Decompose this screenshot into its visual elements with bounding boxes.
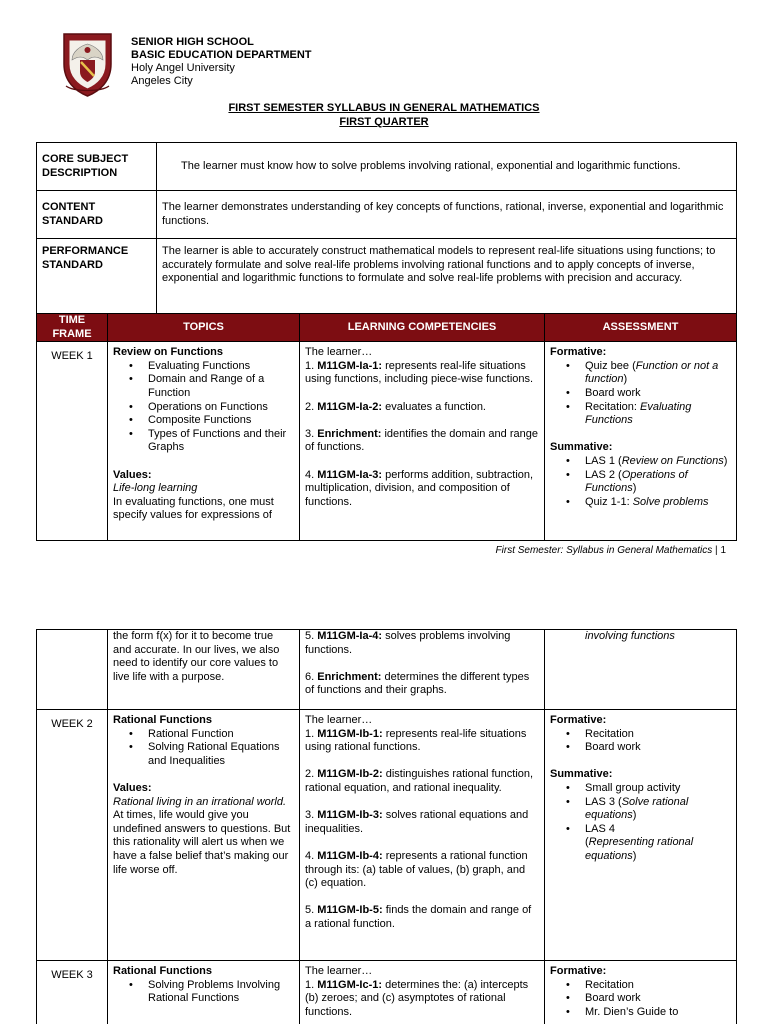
header-line-1: SENIOR HIGH SCHOOL [131,36,254,48]
summative-label: Summative: [550,768,613,781]
content-standard-row [37,191,737,239]
week-2-competencies [300,710,545,961]
summative-list [566,455,731,509]
competency-item: 1. M11GM-Ic-1: determines the: (a) intercepts (b) zeroes; and (c) asymptotes of rational functions. [305,978,529,1018]
syllabus-title: FIRST SEMESTER SYLLABUS IN GENERAL MATHEMATICS [228,102,540,114]
performance-standard-label: PERFORMANCE STANDARD [37,239,157,314]
week-1-assessment [545,342,737,541]
competencies-header: LEARNING COMPETENCIES [300,314,545,342]
competency-item: 1. M11GM-Ia-1: represents real-life situations using functions, including piece-wise functions. [305,359,534,386]
week-1-cont-values: the form f(x) for it to become true and accurate. In our lives, we also need to identify our core values to live life with a purpose. [108,630,300,710]
page-two [0,620,768,1024]
competency-item: 5. M11GM-Ia-4: solves problems involving functions. [305,630,511,656]
week-2-row [37,710,737,961]
topic-list [129,728,294,769]
university-seal-logo [60,26,115,98]
week-3-competencies [300,961,545,1024]
week-3-label: WEEK 3 [37,961,108,1024]
page-footer: First Semester: Syllabus in General Mathematics | 1 [495,545,726,556]
list-item: • Rational Function [129,728,294,742]
list-item: • Quiz 1-1: Solve problems [566,496,731,510]
list-item: • LAS 3 (Solve rational equations) [566,796,731,823]
formative-list [566,979,731,1020]
competency-item: 5. M11GM-Ib-5: finds the domain and range of a rational function. [305,904,532,930]
header-row [37,314,737,342]
list-item: • Small group activity [566,782,731,796]
formative-list [566,360,731,428]
formative-label: Formative: [550,965,607,977]
header-line-2: BASIC EDUCATION DEPARTMENT [131,49,312,61]
syllabus-table [36,313,737,541]
week-1-cont-competencies [300,630,545,710]
week-1-cont-assessment: involving functions [545,630,737,710]
list-item: • Mr. Dien’s Guide to [566,1006,731,1020]
learner-intro: The learner… [305,714,373,726]
competency-item: 3. M11GM-Ib-3: solves rational equations and inequalities. [305,809,529,835]
competency-item: 2. M11GM-Ia-2: evaluates a function. [305,400,486,413]
content-standard-text: The learner demonstrates understanding of key concepts of functions, rational, inverse, exponential and logarithmic functions. [157,191,737,239]
topic-list [129,360,294,455]
week-3-row [37,961,737,1024]
topic-title: Review on Functions [113,346,224,359]
school-header [131,36,311,88]
page-gap [0,575,768,620]
list-item: • Recitation [566,979,731,993]
values-text: Rational living in an irrational world. At times, life would give you undefined answers to questions. But this rationality will alert us when we have a false belief that’s making our life worse off. [113,795,291,876]
competency-item: 1. M11GM-Ib-1: represents real-life situations using rational functions. [305,727,527,754]
week-3-topics [108,961,300,1024]
list-item: • Recitation: Evaluating Functions [566,401,731,428]
quarter-title: FIRST QUARTER [339,116,429,128]
competency-item: 3. Enrichment: identifies the domain and range of functions. [305,427,538,454]
summative-list [566,782,731,864]
week-1-topics [108,342,300,541]
list-item: • Solving Rational Equations and Inequalities [129,741,294,768]
week-3-assessment [545,961,737,1024]
week-2-assessment [545,710,737,961]
core-subject-row [37,143,737,191]
time-frame-header: TIME FRAME [37,314,108,342]
list-item: • Board work [566,387,731,401]
list-item: • Operations on Functions [129,401,294,415]
list-item: • LAS 4 (Representing rational equations) [566,823,731,864]
assessment-header: ASSESSMENT [545,314,737,342]
week-1-label: WEEK 1 [37,342,108,541]
formative-label: Formative: [550,346,607,359]
list-item: • Domain and Range of a Function [129,373,294,400]
list-item: • Composite Functions [129,414,294,428]
formative-list [566,728,731,755]
list-item: • Recitation [566,728,731,742]
values-text: In evaluating functions, one must specify values for expressions of [113,495,274,522]
topics-header: TOPICS [108,314,300,342]
week-2-label: WEEK 2 [37,710,108,961]
values-label: Values: [113,781,152,794]
week-1-continued-row [37,630,737,710]
standards-table [36,142,737,314]
formative-label: Formative: [550,714,607,726]
topic-list [129,979,294,1006]
syllabus-table-continued [36,629,737,1024]
content-standard-label: CONTENT STANDARD [37,191,157,239]
competency-item: 2. M11GM-Ib-2: distinguishes rational function, rational equation, and rational inequality. [305,768,534,794]
list-item: • Evaluating Functions [129,360,294,374]
week-1-cont-time [37,630,108,710]
summative-label: Summative: [550,441,613,454]
list-item: • Quiz bee (Function or not a function) [566,360,731,387]
list-item: • Solving Problems Involving Rational Functions [129,979,294,1006]
header-line-4: Angeles City [131,75,193,87]
list-item: • Types of Functions and their Graphs [129,428,294,455]
competency-item: 6. Enrichment: determines the different types of functions and their graphs. [305,670,530,697]
performance-standard-text: The learner is able to accurately construct mathematical models to represent real-life situations using functions; to accurately formulate and solve real-life problems involving rational functions and to apply concepts of inverse, exponential and logarithmic functions to formulate and solve real-life problems with precision and accuracy. [157,239,737,314]
week-1-row [37,342,737,541]
learner-intro: The learner… [305,346,373,359]
topic-title: Rational Functions [113,965,212,977]
list-item: • Board work [566,992,731,1006]
values-title: Life-long learning [113,482,198,495]
competency-item: 4. M11GM-Ib-4: represents a rational function through its: (a) table of values, (b) graph, and (c) equation. [305,849,528,890]
learner-intro: The learner… [305,965,373,977]
topic-title: Rational Functions [113,714,212,726]
core-subject-text: The learner must know how to solve problems involving rational, exponential and logarithmic functions. [157,143,737,191]
values-label: Values: [113,468,152,481]
week-1-competencies [300,342,545,541]
header-line-3: Holy Angel University [131,62,235,74]
performance-standard-row [37,239,737,314]
core-subject-label: CORE SUBJECT DESCRIPTION [37,143,157,191]
list-item: • Board work [566,741,731,755]
competency-item: 4. M11GM-Ia-3: performs addition, subtraction, multiplication, division, and composition of functions. [305,468,534,508]
week-2-topics [108,710,300,961]
list-item: • LAS 1 (Review on Functions) [566,455,731,469]
list-item: • LAS 2 (Operations of Functions) [566,469,731,496]
